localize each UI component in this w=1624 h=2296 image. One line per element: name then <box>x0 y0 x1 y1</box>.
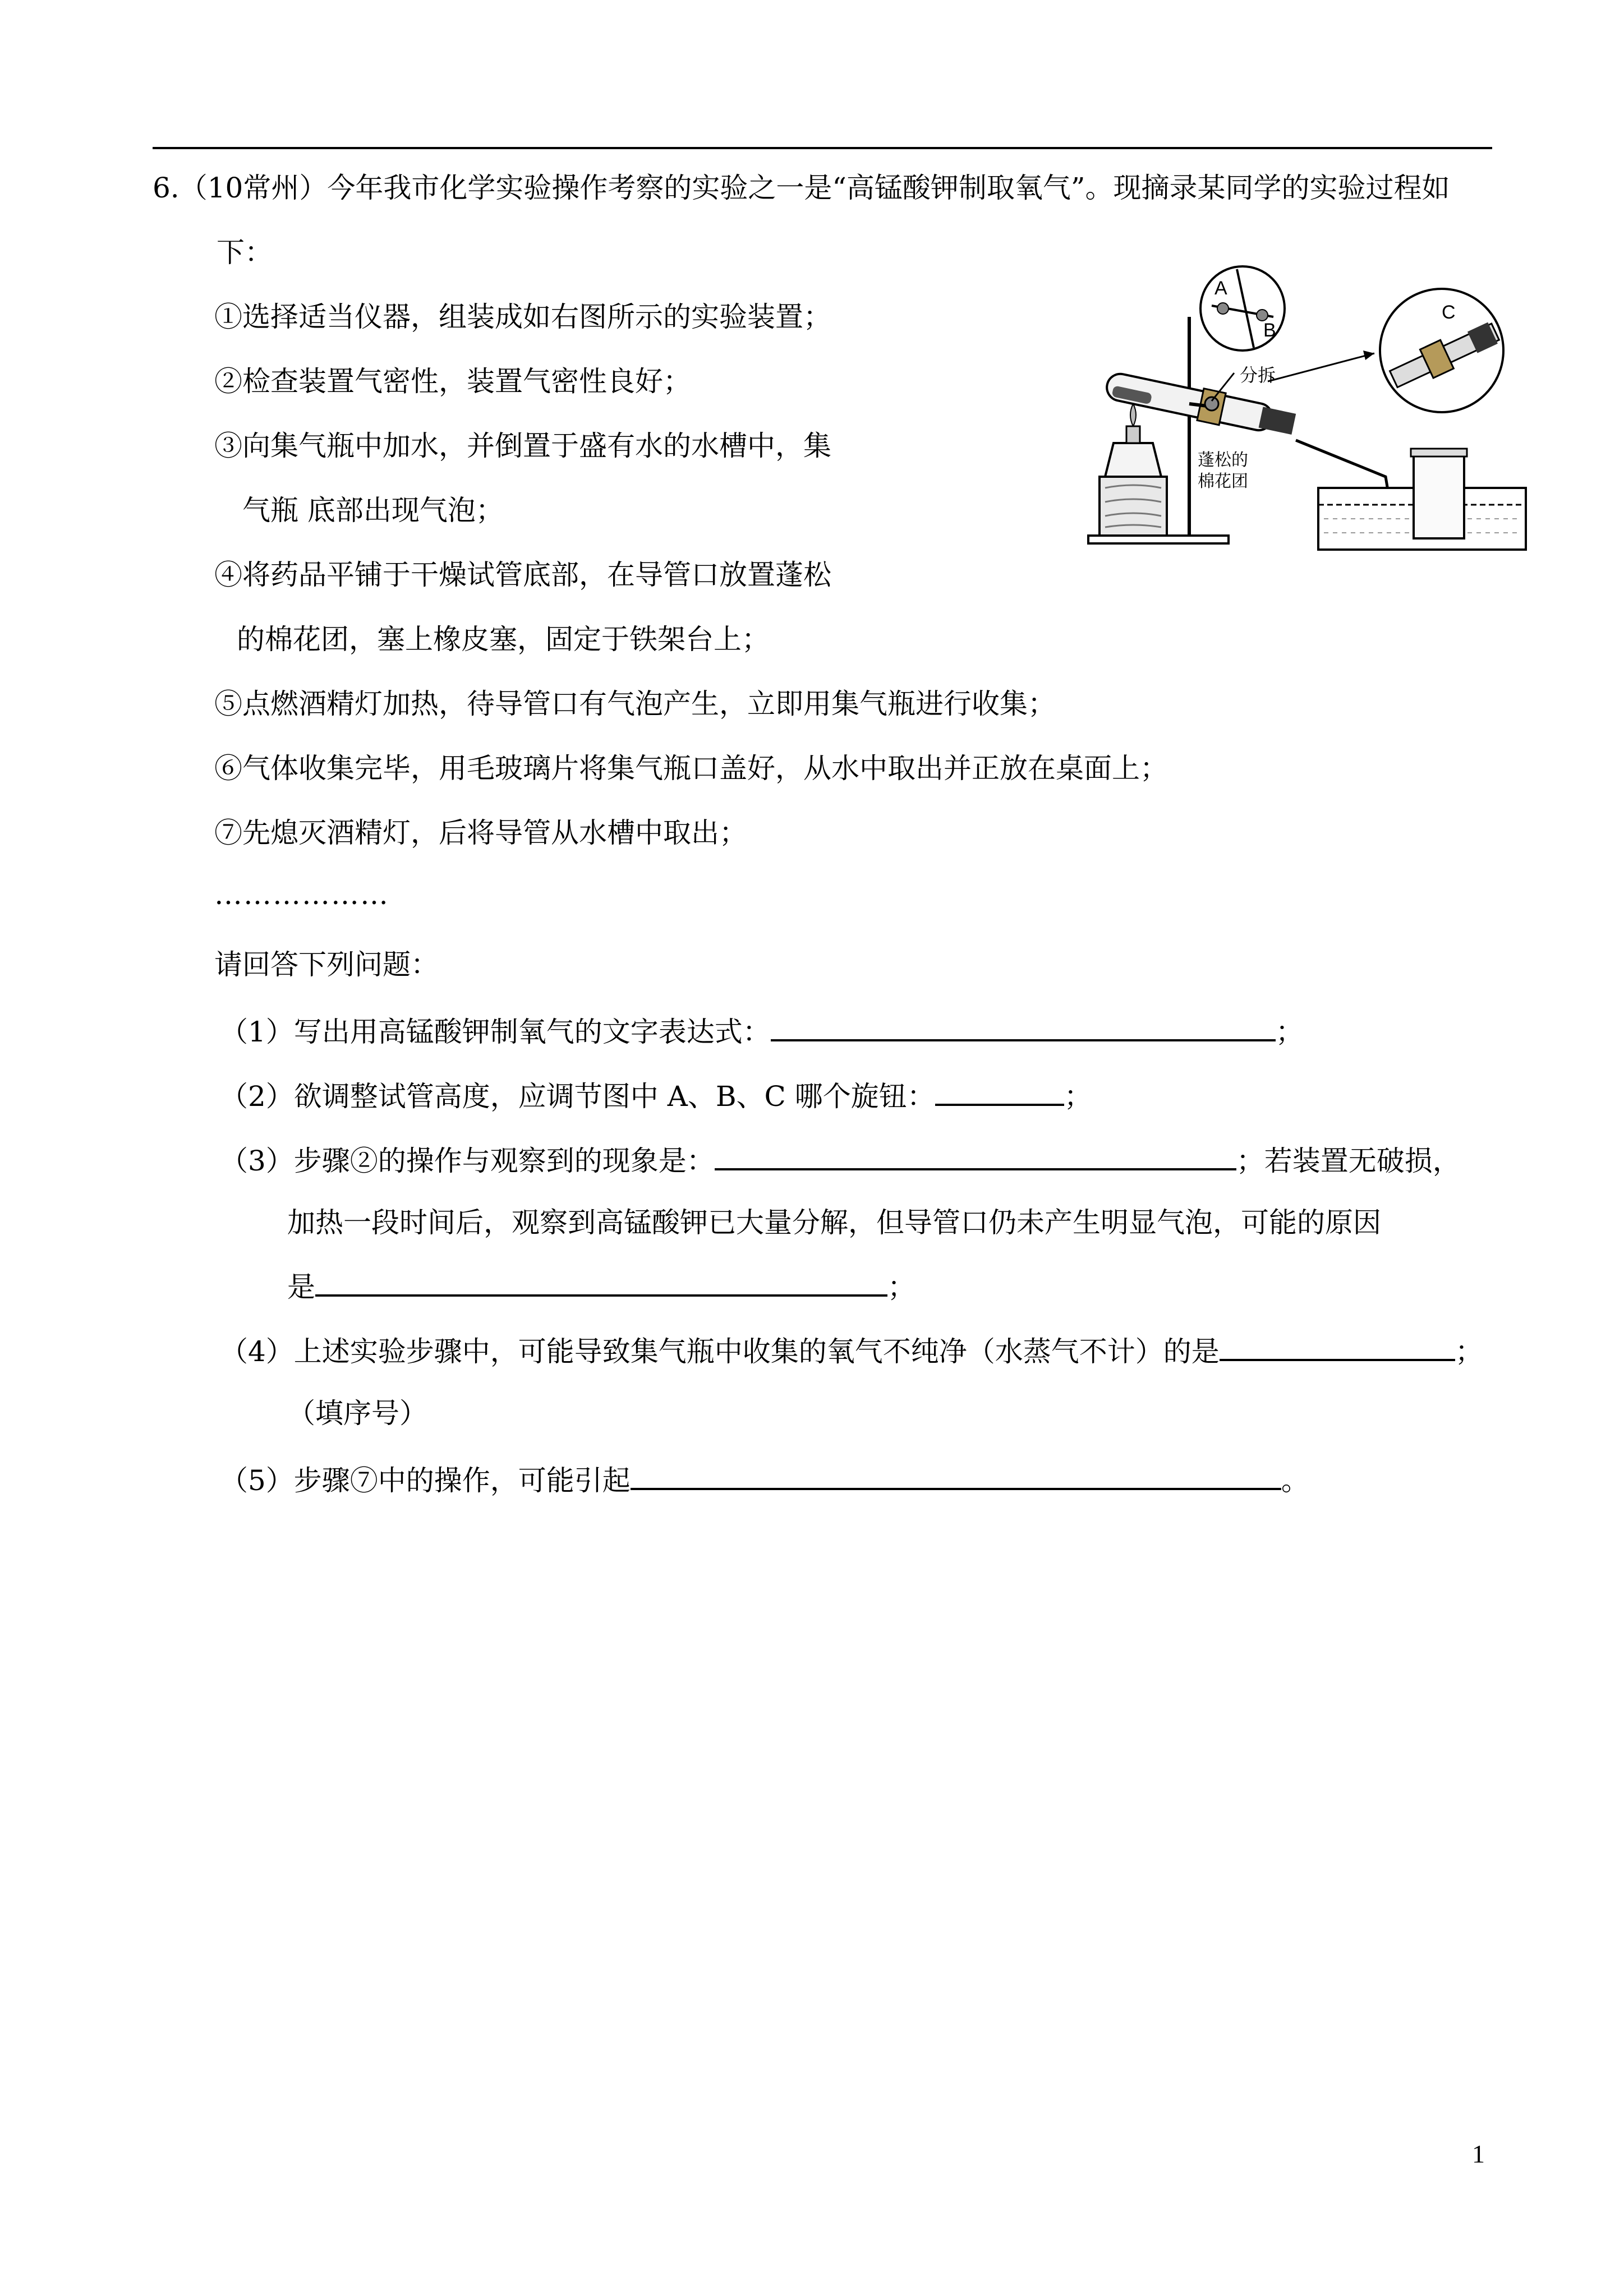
question-3-text: （3）步骤②的操作与观察到的现象是： <box>220 1145 715 1177</box>
label-split: 分拆 <box>1240 365 1276 386</box>
alcohol-lamp <box>1105 443 1161 477</box>
question-3-mid: ；若装置无破损， <box>1236 1145 1461 1177</box>
flame <box>1130 404 1136 426</box>
question-4-text: （4）上述实验步骤中，可能导致集气瓶中收集的氧气不纯净（水蒸气不计）的是 <box>220 1335 1220 1368</box>
label-cotton-2: 棉花团 <box>1198 472 1248 491</box>
question-header: 6.（10常州）今年我市化学实验操作考察的实验之一是“高锰酸钾制取氧气”。现摘录某同学的实验过程如 <box>153 172 1450 204</box>
question-2-end: ； <box>1064 1080 1092 1113</box>
question-1-text: （1）写出用高锰酸钾制氧气的文字表达式： <box>220 1016 771 1048</box>
question-4-end: ； <box>1455 1335 1483 1368</box>
answer-blank-1[interactable] <box>771 1012 1276 1041</box>
answer-blank-4[interactable] <box>1220 1332 1455 1361</box>
answer-blank-5[interactable] <box>631 1461 1281 1490</box>
step-7: ⑦先熄灭酒精灯，后将导管从水槽中取出； <box>214 817 747 849</box>
label-b: B <box>1263 320 1276 341</box>
step-3-cont: 气瓶 底部出现气泡； <box>242 494 504 527</box>
step-ellipsis: ……………… <box>214 878 389 911</box>
header-rule <box>153 147 1492 149</box>
answer-blank-3b[interactable] <box>315 1267 887 1297</box>
stand-base <box>1088 536 1229 543</box>
question-3-line3-text: 是 <box>287 1271 315 1303</box>
question-1 <box>220 1012 1304 1049</box>
label-c: C <box>1442 302 1456 323</box>
answer-prompt: 请回答下列问题： <box>214 948 439 981</box>
question-5-text: （5）步骤⑦中的操作，可能引起 <box>220 1464 631 1497</box>
step-4: ④将药品平铺于干燥试管底部，在导管口放置蓬松 <box>214 559 831 591</box>
step-2: ②检查装置气密性，装置气密性良好； <box>214 365 691 398</box>
question-4 <box>220 1332 1483 1368</box>
question-3 <box>220 1141 1461 1178</box>
answer-blank-2[interactable] <box>935 1077 1064 1106</box>
apparatus-figure <box>1083 264 1531 555</box>
page-number: 1 <box>1472 2140 1485 2168</box>
question-4-note: （填序号） <box>287 1397 427 1430</box>
question-2 <box>220 1077 1092 1113</box>
step-3: ③向集气瓶中加水，并倒置于盛有水的水槽中，集 <box>214 430 831 462</box>
question-2-text: （2）欲调整试管高度，应调节图中 A、B、C 哪个旋钮： <box>220 1080 935 1113</box>
question-3-line3 <box>287 1267 915 1304</box>
gas-jar <box>1414 454 1464 538</box>
step-5: ⑤点燃酒精灯加热，待导管口有气泡产生，立即用集气瓶进行收集； <box>214 688 1056 720</box>
step-4-cont: 的棉花团，塞上橡皮塞，固定于铁架台上； <box>237 623 770 656</box>
label-cotton-1: 蓬松的 <box>1198 450 1248 470</box>
answer-blank-3a[interactable] <box>715 1141 1236 1170</box>
question-header-cont: 下： <box>217 236 273 269</box>
question-5-end: 。 <box>1281 1464 1309 1497</box>
step-6: ⑥气体收集完毕，用毛玻璃片将集气瓶口盖好，从水中取出并正放在桌面上； <box>214 752 1168 785</box>
question-3-line2: 加热一段时间后，观察到高锰酸钾已大量分解，但导管口仍未产生明显气泡，可能的原因 <box>287 1206 1381 1239</box>
step-1: ①选择适当仪器，组装成如右图所示的实验装置； <box>214 301 831 333</box>
question-5 <box>220 1461 1309 1497</box>
question-1-end: ； <box>1275 1016 1304 1048</box>
question-3-end: ； <box>887 1271 915 1303</box>
label-a: A <box>1214 278 1227 299</box>
